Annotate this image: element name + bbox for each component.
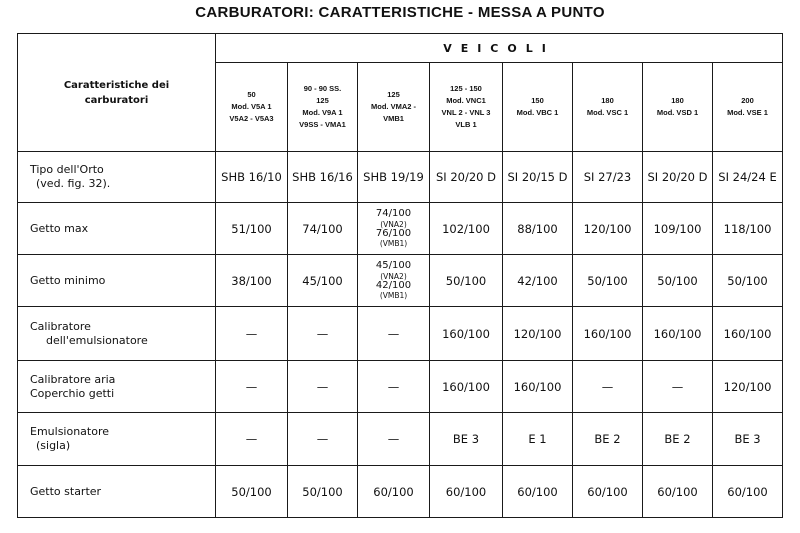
table-row	[18, 413, 783, 466]
table-cell: 60/100	[503, 466, 573, 518]
table-cell: 160/100	[713, 307, 783, 361]
row-label	[18, 307, 216, 361]
row-label-line: Calibratore aria	[30, 372, 116, 386]
stacked-value: 42/100	[375, 279, 412, 291]
group-header-veicoli: VEICOLI	[216, 34, 783, 63]
table-cell: —	[288, 361, 358, 413]
table-cell: SHB 16/10	[216, 152, 288, 203]
row-label-line: Calibratore	[30, 319, 91, 333]
table-cell: 50/100	[643, 255, 713, 307]
table-cell: 60/100	[430, 466, 503, 518]
vehicle-header-line: VLB 1	[455, 120, 477, 129]
row-label-line: Emulsionatore	[30, 425, 110, 438]
vehicle-header-line: Mod. V5A 1	[231, 102, 272, 111]
vehicle-header-line: 150	[531, 96, 544, 105]
table-cell: 45/100	[288, 255, 358, 307]
table-cell: BE 3	[430, 413, 503, 466]
table-cell: 120/100	[573, 203, 643, 255]
table-cell: 109/100	[643, 203, 713, 255]
table-cell: 50/100	[713, 255, 783, 307]
table-cell: 160/100	[643, 307, 713, 361]
row-label	[18, 152, 216, 203]
table-cell: —	[573, 361, 643, 413]
stacked-note: (VNA2)	[380, 271, 407, 281]
row-label-line: Getto starter	[30, 484, 102, 498]
corner-header	[18, 34, 216, 152]
table-cell-stacked	[358, 255, 430, 307]
table-row	[18, 152, 783, 203]
table-cell: 50/100	[288, 466, 358, 518]
table-cell: 60/100	[713, 466, 783, 518]
vehicle-header-line: Mod. VBC 1	[516, 108, 559, 117]
table-cell-stacked	[358, 203, 430, 255]
vehicle-header-line: Mod. VSC 1	[586, 108, 629, 117]
table-cell: —	[358, 307, 430, 361]
table-cell: 118/100	[713, 203, 783, 255]
table-cell: —	[358, 361, 430, 413]
table-cell: 160/100	[503, 361, 573, 413]
vehicle-header	[358, 63, 430, 152]
table-cell: SHB 16/16	[288, 152, 358, 203]
table-row	[18, 361, 783, 413]
table-cell: SHB 19/19	[358, 152, 430, 203]
row-label	[18, 466, 216, 518]
table-cell: —	[216, 361, 288, 413]
vehicle-header-line: 90 - 90 SS.	[303, 84, 342, 93]
table-cell: —	[643, 361, 713, 413]
table-cell: 50/100	[573, 255, 643, 307]
table-cell: 51/100	[216, 203, 288, 255]
table-cell: 74/100	[288, 203, 358, 255]
vehicle-header-line: 125	[316, 96, 329, 105]
stacked-note: (VMB1)	[379, 291, 408, 300]
row-label-line: Getto minimo	[30, 273, 106, 287]
row-label	[18, 203, 216, 255]
carburetor-table	[17, 33, 783, 518]
table-cell: —	[358, 413, 430, 466]
row-label-line: (sigla)	[36, 439, 71, 452]
vehicle-header-line: VNL 2 - VNL 3	[441, 108, 491, 117]
row-label-line: dell'emulsionatore	[46, 333, 148, 347]
vehicle-header-line: 180	[671, 96, 684, 105]
table-row	[18, 466, 783, 518]
row-label-line: Tipo dell'Orto	[30, 163, 104, 176]
stacked-note: (VNA2)	[380, 219, 407, 229]
table-cell: 102/100	[430, 203, 503, 255]
table-cell: BE 2	[573, 413, 643, 466]
table-cell: —	[216, 307, 288, 361]
table-cell: 160/100	[430, 361, 503, 413]
corner-header-line: carburatori	[84, 94, 149, 106]
stacked-value: 45/100	[375, 260, 412, 271]
vehicle-header-line: Mod. VNC1	[446, 96, 486, 105]
table-cell: 160/100	[430, 307, 503, 361]
table-cell: —	[288, 307, 358, 361]
row-label	[18, 361, 216, 413]
table-cell: BE 2	[643, 413, 713, 466]
table-cell: SI 20/20 D	[643, 152, 713, 203]
vehicle-header	[503, 63, 573, 152]
vehicle-header	[288, 63, 358, 152]
table-cell: 60/100	[643, 466, 713, 518]
table-cell: 38/100	[216, 255, 288, 307]
row-label	[18, 413, 216, 466]
table-cell: 50/100	[216, 466, 288, 518]
vehicle-header-line: 125	[387, 90, 400, 99]
table-cell: 42/100	[503, 255, 573, 307]
table-row	[18, 203, 783, 255]
table-cell: SI 27/23	[573, 152, 643, 203]
row-label-line: Getto max	[30, 221, 89, 235]
row-label-line: (ved. fig. 32).	[36, 177, 111, 190]
corner-header-line: Caratteristiche dei	[63, 79, 170, 91]
vehicle-header-line: 200	[741, 96, 754, 105]
vehicle-header-line: V5A2 - V5A3	[229, 114, 274, 123]
vehicle-header	[713, 63, 783, 152]
table-cell: —	[216, 413, 288, 466]
table-cell: 160/100	[573, 307, 643, 361]
vehicle-header	[430, 63, 503, 152]
table-row	[18, 307, 783, 361]
vehicle-header	[216, 63, 288, 152]
vehicle-header-line: 180	[601, 96, 614, 105]
table-cell: 120/100	[713, 361, 783, 413]
table-cell: E 1	[503, 413, 573, 466]
table-cell: SI 20/20 D	[430, 152, 503, 203]
row-label-line: Coperchio getti	[30, 386, 115, 400]
table-cell: 60/100	[358, 466, 430, 518]
table-cell: BE 3	[713, 413, 783, 466]
table-cell: 60/100	[573, 466, 643, 518]
page-title: CARBURATORI: CARATTERISTICHE - MESSA A PUNTO	[195, 4, 605, 21]
vehicle-header-line: Mod. V9A 1	[302, 108, 343, 117]
table-cell: —	[288, 413, 358, 466]
vehicle-header	[573, 63, 643, 152]
table-cell: SI 20/15 D	[503, 152, 573, 203]
table-cell: 120/100	[503, 307, 573, 361]
row-label	[18, 255, 216, 307]
table-cell: 50/100	[430, 255, 503, 307]
table-row	[18, 255, 783, 307]
table-cell: SI 24/24 E	[713, 152, 783, 203]
vehicle-header-line: Mod. VSE 1	[727, 108, 768, 117]
vehicle-header-line: Mod. VMA2 -	[371, 102, 416, 111]
vehicle-header-line: 125 - 150	[450, 84, 482, 93]
stacked-note: (VMB1)	[379, 239, 408, 248]
stacked-value: 74/100	[375, 208, 412, 219]
vehicle-header-line: V9SS - VMA1	[299, 120, 346, 129]
vehicle-header-line: Mod. VSD 1	[656, 108, 699, 117]
stacked-value: 76/100	[375, 227, 412, 239]
vehicle-header	[643, 63, 713, 152]
vehicle-header-line: VMB1	[383, 114, 404, 123]
vehicle-header-line: 50	[247, 90, 256, 99]
table-cell: 88/100	[503, 203, 573, 255]
